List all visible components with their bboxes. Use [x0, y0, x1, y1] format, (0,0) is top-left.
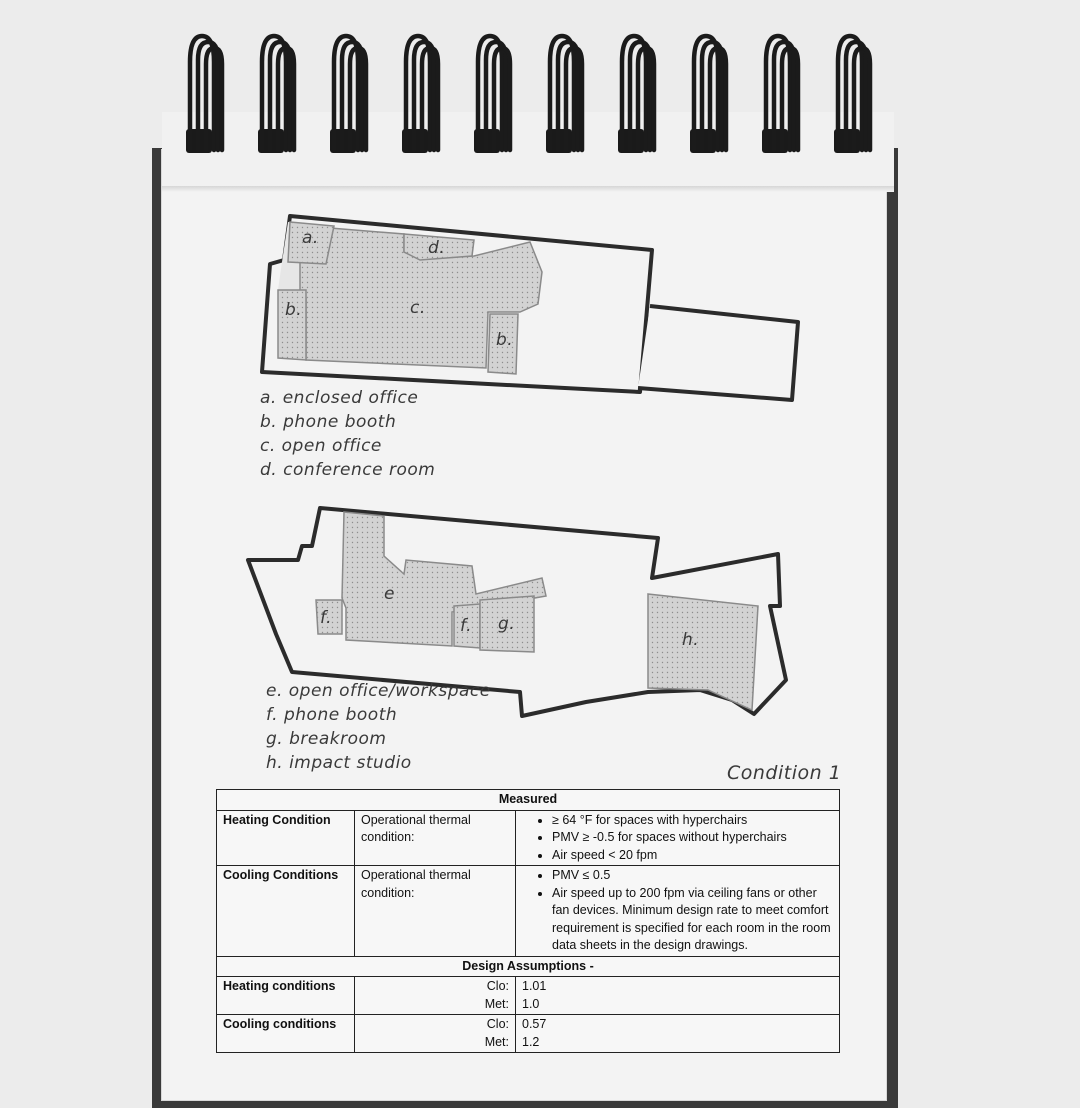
design-cooling-label: Cooling conditions [217, 1015, 355, 1053]
zone-label-f-right: f. [460, 616, 473, 636]
measured-header: Measured [217, 790, 840, 811]
cooling-criteria-cell [516, 866, 840, 957]
zone-label-c: c. [410, 298, 426, 318]
cooling-values [516, 1015, 840, 1053]
legend-item: h. impact studio [266, 753, 412, 773]
table-row [217, 866, 840, 957]
met-label: Met: [484, 1034, 509, 1049]
list-item: • ≥ 64 °F for spaces with hyperchairs [552, 812, 833, 830]
legend-item: d. conference room [260, 460, 436, 480]
cooling-criteria-list [522, 867, 833, 955]
condition-title: Condition 1 [727, 762, 842, 784]
heating-values [516, 977, 840, 1015]
legend-bottom-plan [266, 679, 491, 775]
legend-item: a. enclosed office [260, 388, 419, 408]
legend-item: c. open office [260, 436, 382, 456]
list-item: • PMV ≤ 0.5 [552, 867, 833, 885]
zone-label-f-left: f. [320, 608, 333, 628]
zone-label-g: g. [498, 614, 516, 634]
zone-label-a: a. [302, 228, 319, 248]
list-item: • Air speed < 20 fpm [552, 847, 833, 865]
met-label: Met: [484, 996, 509, 1011]
cooling-condition-label: Cooling Conditions [217, 866, 355, 957]
legend-top-plan [260, 386, 435, 482]
list-item: • Air speed up to 200 fpm via ceiling fans or other fan devices. Minimum design rate to meet comfort requirement is specified for each room in the room data sheets in the design drawings. [552, 885, 833, 955]
zone-label-b-right: b. [496, 330, 514, 350]
heating-operational-label: Operational thermal condition: [355, 810, 516, 866]
heating-condition-label: Heating Condition [217, 810, 355, 866]
heating-criteria-cell [516, 810, 840, 866]
cooling-clo-value: 0.57 [522, 1017, 547, 1031]
clo-met-labels [355, 1015, 516, 1053]
cooling-met-value: 1.2 [522, 1034, 540, 1049]
clo-met-labels [355, 977, 516, 1015]
legend-item: f. phone booth [266, 705, 398, 725]
heating-criteria-list [522, 812, 833, 865]
table-row [217, 810, 840, 866]
legend-item: b. phone booth [260, 412, 397, 432]
table-row [217, 977, 840, 1015]
heating-met-value: 1.0 [522, 996, 540, 1011]
design-heating-label: Heating conditions [217, 977, 355, 1015]
design-assumptions-header: Design Assumptions - [217, 956, 840, 977]
floor-plan-top [262, 216, 798, 400]
thermal-conditions-table [216, 789, 840, 1053]
zone-label-e: e [384, 584, 395, 604]
legend-item: e. open office/workspace [266, 681, 491, 701]
clo-label: Clo: [486, 1017, 509, 1031]
zone-label-d: d. [428, 238, 446, 258]
clo-label: Clo: [486, 979, 509, 993]
list-item: • PMV ≥ -0.5 for spaces without hyperchairs [552, 829, 833, 847]
cooling-operational-label: Operational thermal condition: [355, 866, 516, 957]
legend-item: g. breakroom [266, 729, 387, 749]
zone-label-b-left: b. [285, 300, 303, 320]
plan-top-annex-walls [638, 306, 798, 400]
heating-clo-value: 1.01 [522, 979, 547, 993]
table-row [217, 1015, 840, 1053]
zone-label-h: h. [682, 630, 700, 650]
